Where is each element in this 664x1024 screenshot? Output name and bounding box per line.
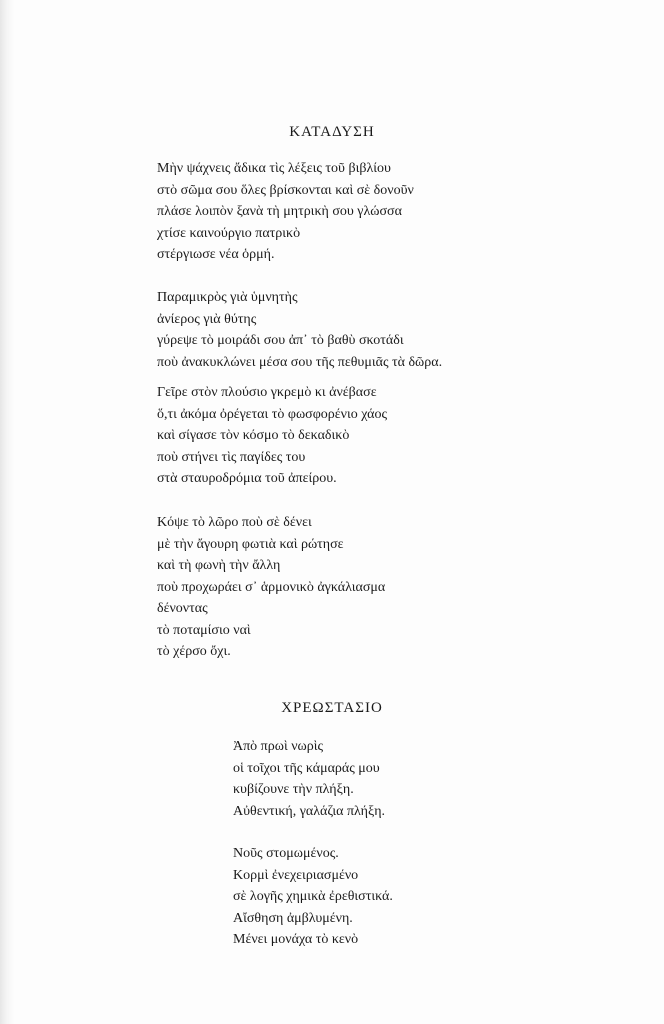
verse-line: τὸ ποταμίσιο ναὶ: [157, 622, 251, 638]
stanza: [233, 843, 393, 951]
verse-line: Αἴσθηση ἀμβλυμένη.: [233, 910, 353, 926]
verse-line: μὲ τὴν ἄγουρη φωτιὰ καὶ ρώτησε: [157, 536, 344, 552]
verse-line: καὶ σίγασε τὸν κόσμο τὸ δεκαδικὸ: [157, 428, 350, 443]
verse-line: ποὺ ἀνακυκλώνει μέσα σου τῆς πεθυμιᾶς τὰ δῶρα.: [157, 354, 443, 370]
verse-line: Αὐθεντική, γαλάζια πλήξη.: [233, 803, 386, 819]
verse-line: Μένει μονάχα τὸ κενὸ: [233, 932, 359, 947]
verse-line: δένοντας: [157, 601, 208, 616]
verse-line: σὲ λογῆς χημικὰ ἐρεθιστικά.: [233, 889, 393, 904]
stanza: [157, 158, 414, 266]
verse-line: Μὴν ψάχνεις ἄδικα τὶς λέξεις τοῦ βιβλίου: [157, 161, 391, 176]
verse-line: Γεῖρε στὸν πλούσιο γκρεμὸ κι ἀνέβασε: [157, 385, 377, 400]
verse-line: γύρεψε τὸ μοιράδι σου ἀπ᾽ τὸ βαθὺ σκοτάδι: [157, 333, 404, 348]
verse-line: στέργιωσε νέα ὁρμή.: [157, 247, 275, 262]
verse-line: ἀνίερος γιὰ θύτης: [157, 311, 257, 327]
page-spine-edge: [0, 0, 14, 1024]
verse-line: στὸ σῶμα σου ὅλες βρίσκονται καὶ σὲ δονοῦν: [157, 182, 414, 198]
poem-title: ΚΑΤΑΔΥΣΗ: [289, 124, 375, 140]
verse-line: πλάσε λοιπὸν ξανὰ τὴ μητρικὴ σου γλώσσα: [157, 204, 402, 219]
verse-line: Ἀπὸ πρωὶ νωρὶς: [233, 739, 324, 754]
verse-line: ποὺ στήνει τὶς παγίδες του: [157, 449, 306, 465]
verse-line: τὸ χέρσο ὄχι.: [157, 644, 231, 659]
verse-line: Κόψε τὸ λῶρο ποὺ σὲ δένει: [157, 515, 312, 530]
verse-line: οἱ τοῖχοι τῆς κάμαράς μου: [233, 760, 380, 776]
verse-line: καὶ τὴ φωνὴ τὴν ἄλλη: [157, 558, 281, 573]
verse-line: κυβίζουνε τὴν πλήξη.: [233, 782, 354, 797]
verse-line: ποὺ προχωράει σ᾽ ἁρμονικὸ ἀγκάλιασμα: [157, 579, 386, 595]
stanza: [157, 512, 385, 663]
verse-line: Παραμικρὸς γιὰ ὑμνητὴς: [157, 290, 298, 305]
stanza: [157, 382, 387, 490]
verse-line: Κορμὶ ἐνεχειριασμένο: [233, 867, 359, 883]
verse-line: στὰ σταυροδρόμια τοῦ ἀπείρου.: [157, 471, 337, 486]
verse-line: Νοῦς στομωμένος.: [233, 846, 339, 861]
poem-title: ΧΡΕΩΣΤΑΣΙΟ: [281, 700, 383, 716]
verse-line: χτίσε καινούργιο πατρικὸ: [157, 225, 301, 241]
stanza: [233, 736, 385, 822]
verse-line: ὅ,τι ἀκόμα ὀρέγεται τὸ φωσφορένιο χάος: [157, 406, 388, 422]
stanza: [157, 287, 442, 373]
